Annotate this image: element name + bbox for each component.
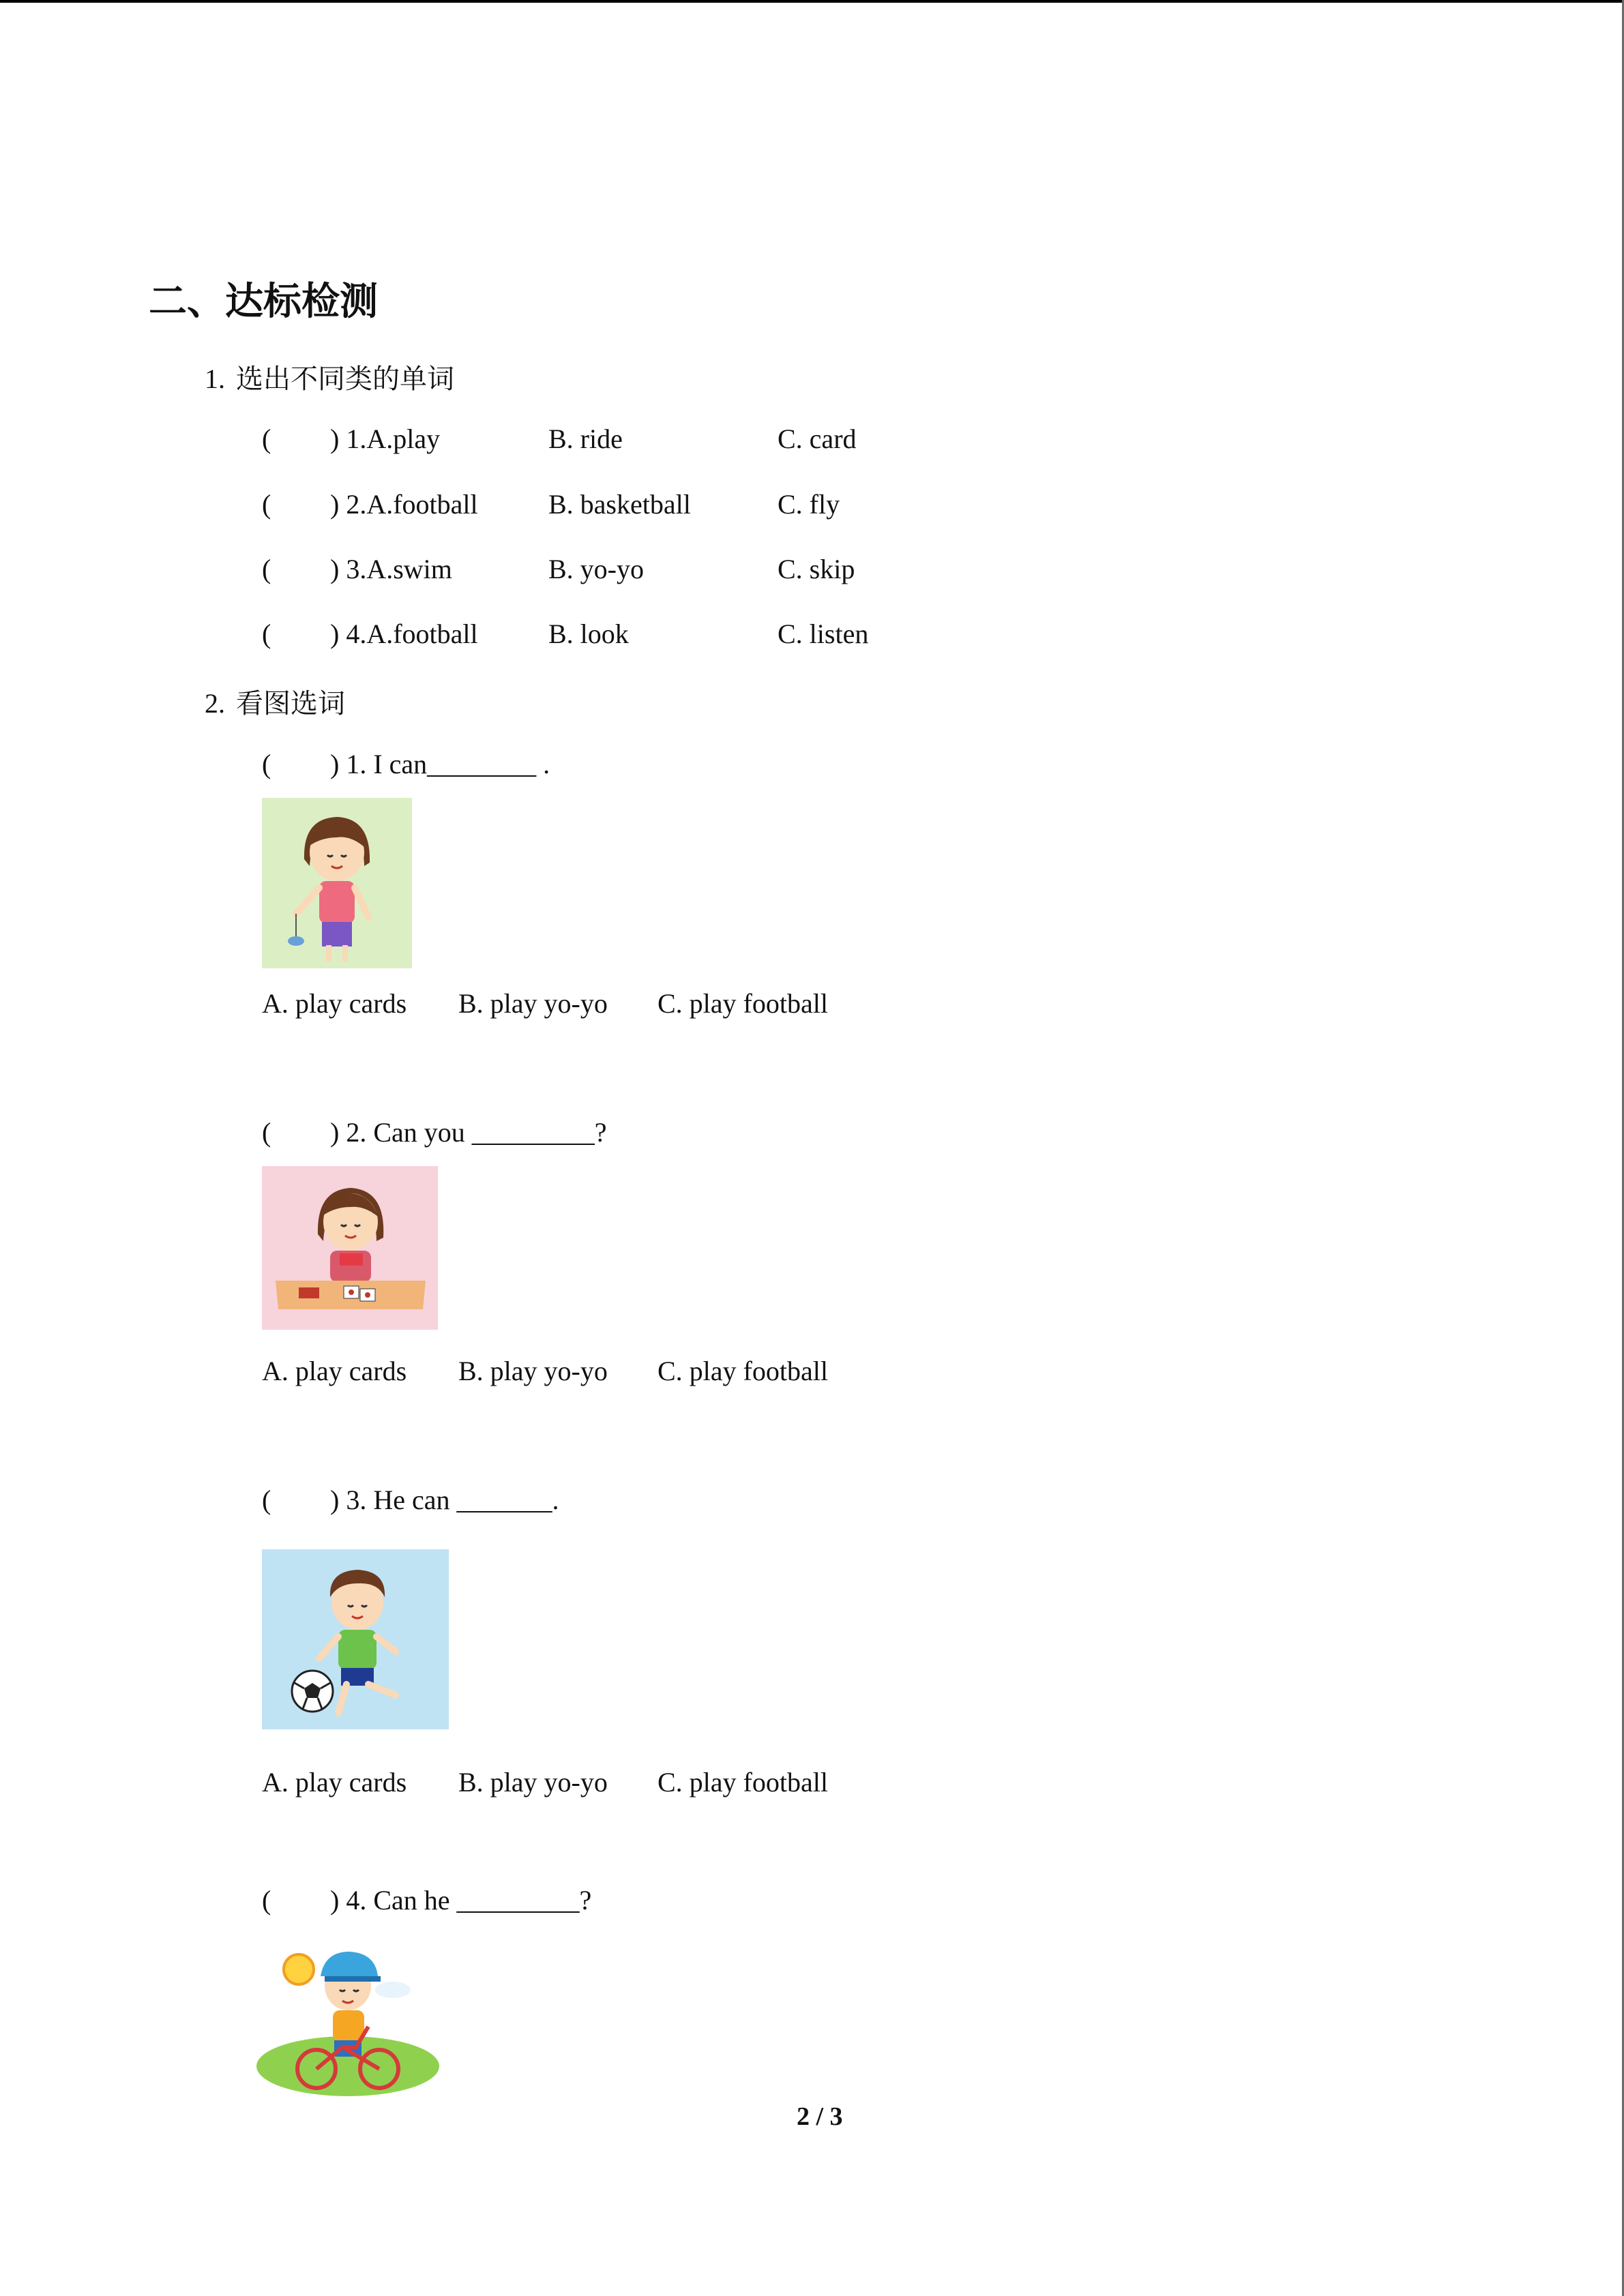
girl-yoyo-icon — [262, 798, 412, 968]
option-a: ) 2.A.football — [330, 489, 478, 520]
answer-paren[interactable]: ( — [262, 489, 271, 520]
option-a: ) 3.A.swim — [330, 554, 452, 584]
choice-b[interactable]: B. play yo-yo — [458, 988, 608, 1019]
top-border — [0, 0, 1624, 3]
answer-paren[interactable]: ( — [262, 423, 271, 454]
question-stem: ) 2. Can you _________? — [330, 1117, 607, 1148]
option-c: C. fly — [778, 489, 840, 520]
question-stem: ) 4. Can he _________? — [330, 1885, 592, 1915]
answer-paren[interactable]: ( — [262, 749, 271, 779]
part2-number: 2. — [205, 688, 225, 719]
choice-a[interactable]: A. play cards — [262, 988, 407, 1019]
answer-paren[interactable]: ( — [262, 618, 271, 649]
question-stem: ) 1. I can________ . — [330, 749, 550, 779]
part2-heading-text: 看图选词 — [236, 688, 345, 719]
boy-football-icon — [262, 1549, 449, 1729]
answer-paren[interactable]: ( — [262, 1485, 271, 1515]
boy-bicycle-picture — [254, 1945, 442, 2099]
girl-cards-icon — [262, 1166, 438, 1330]
option-c: C. listen — [778, 618, 869, 649]
part1-heading — [205, 357, 454, 396]
part1-heading-text: 选出不同类的单词 — [236, 363, 454, 394]
choice-a[interactable]: A. play cards — [262, 1767, 407, 1798]
option-a: ) 4.A.football — [330, 618, 478, 649]
answer-paren[interactable]: ( — [262, 554, 271, 584]
option-b: B. basketball — [548, 489, 691, 520]
option-b: B. yo-yo — [548, 554, 644, 584]
choice-c[interactable]: C. play football — [658, 988, 828, 1019]
girl-yoyo-picture — [262, 798, 412, 968]
boy-bicycle-icon — [254, 1945, 442, 2099]
section-title: 二、达标检测 — [149, 280, 378, 324]
choice-b[interactable]: B. play yo-yo — [458, 1356, 608, 1386]
choice-c[interactable]: C. play football — [658, 1767, 828, 1798]
option-a: ) 1.A.play — [330, 423, 441, 454]
answer-paren[interactable]: ( — [262, 1117, 271, 1148]
option-b: B. ride — [548, 423, 623, 454]
question-stem: ) 3. He can _______. — [330, 1485, 559, 1515]
boy-football-picture — [262, 1549, 449, 1729]
choice-b[interactable]: B. play yo-yo — [458, 1767, 608, 1798]
option-c: C. card — [778, 423, 857, 454]
choice-c[interactable]: C. play football — [658, 1356, 828, 1386]
option-c: C. skip — [778, 554, 855, 584]
answer-paren[interactable]: ( — [262, 1885, 271, 1915]
part1-number: 1. — [205, 363, 225, 394]
girl-cards-picture — [262, 1166, 438, 1330]
part2-heading — [205, 682, 345, 721]
page-number: 2 / 3 — [797, 2102, 843, 2131]
choice-a[interactable]: A. play cards — [262, 1356, 407, 1386]
option-b: B. look — [548, 618, 629, 649]
